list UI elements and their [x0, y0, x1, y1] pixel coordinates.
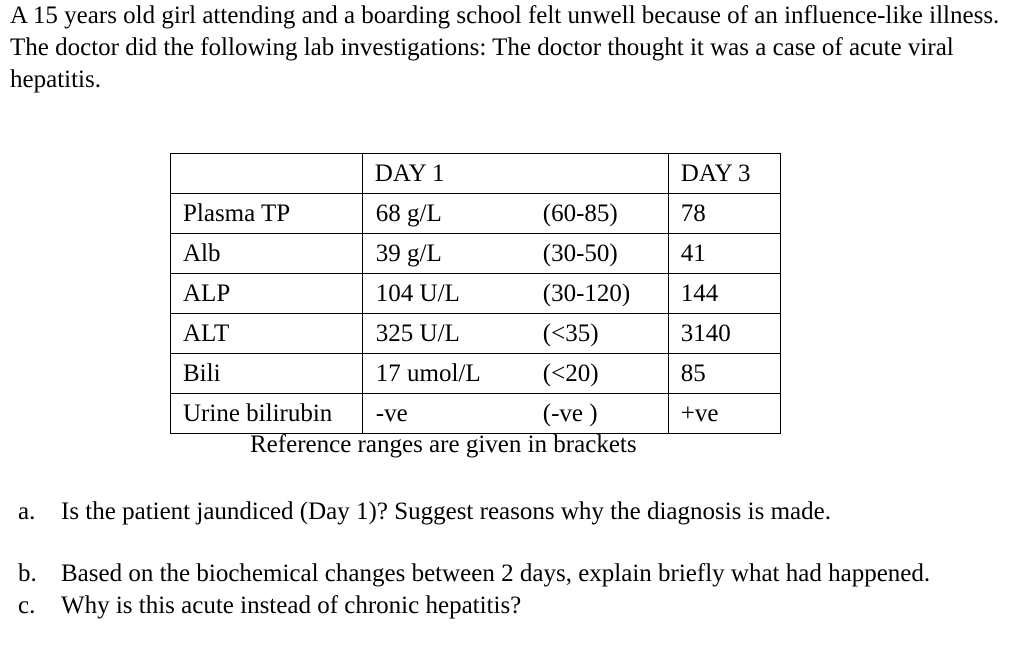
header-test: [171, 154, 363, 194]
reference-range: (<35): [542, 320, 599, 347]
case-description: A 15 years old girl attending and a boarding school felt unwell because of an influence-like illness. The doctor did the following lab investigations: The doctor thought it was a case of acute viral hepatitis.: [10, 2, 1000, 93]
day1-value: 104 U/L: [375, 280, 460, 307]
day1-value: 68 g/L: [375, 200, 442, 227]
lab-results-table: [170, 153, 781, 434]
day1-cell: [362, 274, 668, 314]
header-day1: DAY 1: [362, 154, 668, 194]
day1-value: 325 U/L: [375, 320, 460, 347]
day1-value: 17 umol/L: [375, 360, 481, 387]
day3-value: +ve: [668, 394, 780, 434]
table-row: [171, 274, 781, 314]
day1-value: -ve: [375, 400, 408, 427]
day1-cell: [362, 234, 668, 274]
reference-range: (60-85): [542, 200, 618, 227]
test-name: ALP: [171, 274, 363, 314]
reference-range: (30-120): [542, 280, 631, 307]
day3-value: 85: [668, 354, 780, 394]
day3-value: 78: [668, 194, 780, 234]
question-letter: a.: [18, 498, 36, 525]
table-caption: Reference ranges are given in brackets: [250, 431, 637, 458]
table-row: [171, 394, 781, 434]
header-day3: DAY 3: [668, 154, 780, 194]
day3-value: 3140: [668, 314, 780, 354]
test-name: Alb: [171, 234, 363, 274]
reference-range: (-ve ): [542, 400, 598, 427]
table-header-row: [171, 154, 781, 194]
question-item: [18, 496, 1008, 528]
question-text: Based on the biochemical changes between 2 days, explain briefly what had happened.: [61, 560, 931, 587]
day3-value: 41: [668, 234, 780, 274]
table-row: [171, 314, 781, 354]
question-letter: b.: [18, 560, 37, 587]
day1-cell: [362, 314, 668, 354]
day1-cell: [362, 394, 668, 434]
test-name: ALT: [171, 314, 363, 354]
reference-range: (<20): [542, 360, 599, 387]
day1-cell: [362, 194, 668, 234]
day1-cell: [362, 354, 668, 394]
table-row: [171, 194, 781, 234]
question-item: [18, 558, 1008, 590]
table-row: [171, 234, 781, 274]
question-list: [18, 496, 1008, 622]
test-name: Urine bilirubin: [171, 394, 363, 434]
table-row: [171, 354, 781, 394]
question-text: Is the patient jaundiced (Day 1)? Suggest reasons why the diagnosis is made.: [61, 498, 831, 525]
test-name: Plasma TP: [171, 194, 363, 234]
day1-value: 39 g/L: [375, 240, 442, 267]
day3-value: 144: [668, 274, 780, 314]
reference-range: (30-50): [542, 240, 618, 267]
question-letter: c.: [18, 592, 36, 619]
test-name: Bili: [171, 354, 363, 394]
question-text: Why is this acute instead of chronic hepatitis?: [61, 592, 522, 619]
question-item: [18, 590, 1008, 622]
